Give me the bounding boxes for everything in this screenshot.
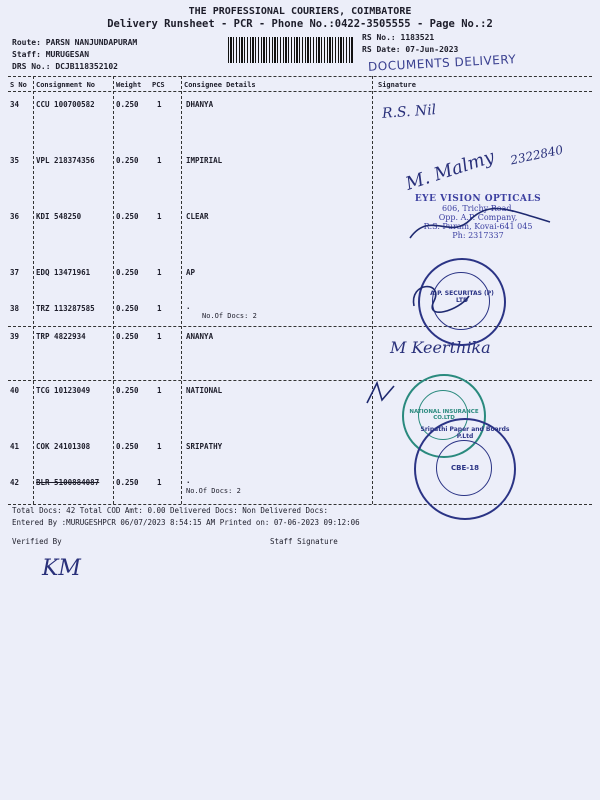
staff-signature-label: Staff Signature	[270, 537, 338, 546]
row-consignee: SRIPATHY	[186, 442, 223, 451]
col-consignment: Consignment No	[36, 81, 96, 89]
row-pcs: 1	[157, 478, 162, 487]
company-title: THE PROFESSIONAL COURIERS, COIMBATORE	[188, 6, 412, 17]
row-pcs: 1	[157, 156, 162, 165]
row-weight: 0.250	[116, 332, 139, 341]
stamp-code: CBE-18	[451, 464, 479, 472]
row-sno: 36	[10, 212, 20, 221]
row-pcs: 1	[157, 332, 162, 341]
col-signature: Signature	[378, 81, 416, 89]
row-consignment: TCG 10123049	[36, 386, 91, 395]
stamp-line: 606, Trichy Road,	[441, 204, 515, 213]
column-rule	[181, 76, 182, 504]
rs-date: RS Date: 07-Jun-2023	[362, 45, 459, 54]
totals-line: Total Docs: 42 Total COD Amt: 0.00 Delivered Docs: Non Delivered Docs:	[12, 506, 329, 515]
signature-35: M. Malmy	[403, 146, 498, 195]
barcode	[228, 37, 354, 63]
stamp-line: Opp. A.P. Company,	[438, 213, 518, 222]
row-consignment: VPL 218374356	[36, 156, 95, 165]
row-rule	[8, 380, 592, 381]
row-consignee: .	[186, 302, 191, 311]
row-consignment: CCU 100700582	[36, 100, 95, 109]
table-bottom-rule	[8, 504, 592, 505]
row-pcs: 1	[157, 268, 162, 277]
column-rule	[372, 76, 373, 504]
row-sno: 42	[10, 478, 20, 487]
col-consignee: Consignee Details	[184, 81, 256, 89]
col-pcs: PCS	[152, 81, 165, 89]
row-sno: 34	[10, 100, 20, 109]
col-weight: Weight	[116, 81, 142, 89]
row-pcs: 1	[157, 442, 162, 451]
row-pcs: 1	[157, 386, 162, 395]
scribble-36	[400, 190, 560, 250]
row-weight: 0.250	[116, 100, 139, 109]
rs-number: RS No.: 1183521	[362, 33, 435, 42]
scribble-37	[404, 276, 474, 316]
row-consignee: AP	[186, 268, 196, 277]
row-pcs: 1	[157, 212, 162, 221]
verified-by-label: Verified By	[12, 537, 62, 546]
stamp-phone: Ph: 2317337	[452, 231, 504, 240]
verified-signature: KM	[42, 556, 81, 581]
row-consignee: ANANYA	[186, 332, 214, 341]
stamp-text: NATIONAL INSURANCE CO.LTD	[409, 409, 479, 421]
row-docs-count: No.Of Docs: 2	[202, 312, 257, 320]
row-weight: 0.250	[116, 442, 139, 451]
row-consignee: CLEAR	[186, 212, 209, 221]
row-consignee: DHANYA	[186, 100, 214, 109]
row-rule	[8, 326, 592, 327]
stamp-name: EYE VISION OPTICALS	[414, 194, 542, 204]
header-rule	[8, 91, 592, 92]
column-rule	[113, 76, 114, 504]
stamp-text: Sripathi Paper and Boards P.Ltd	[420, 426, 510, 440]
sripathi-stamp	[414, 418, 516, 520]
table-top-rule	[8, 76, 592, 77]
row-docs-count: No.Of Docs: 2	[186, 487, 241, 495]
row-consignment: TRZ 113287585	[36, 304, 95, 313]
column-rule	[33, 76, 34, 504]
row-weight: 0.250	[116, 386, 139, 395]
row-consignment: BLR 5100884087	[36, 478, 100, 487]
staff-label: Staff: MURUGESAN	[12, 50, 90, 59]
row-consignment: EDQ 13471961	[36, 268, 91, 277]
drs-number: DRS No.: DCJB118352102	[12, 62, 118, 71]
route-label: Route: PARSN NANJUNDAPURAM	[12, 38, 138, 47]
row-consignee: .	[186, 476, 191, 485]
row-consignee: NATIONAL	[186, 386, 223, 395]
documents-delivery-stamp: DOCUMENTS DELIVERY	[367, 52, 517, 74]
row-weight: 0.250	[116, 478, 139, 487]
signature-34: R.S. Nil	[381, 102, 437, 122]
row-sno: 39	[10, 332, 20, 341]
row-consignment: TRP 4822934	[36, 332, 86, 341]
row-pcs: 1	[157, 304, 162, 313]
col-sno: S No	[10, 81, 27, 89]
stamp-line: R.S. Puram, Kovai-641 045	[423, 222, 533, 231]
row-consignee: IMPIRIAL	[186, 156, 223, 165]
row-sno: 35	[10, 156, 20, 165]
row-weight: 0.250	[116, 268, 139, 277]
row-weight: 0.250	[116, 156, 139, 165]
row-sno: 38	[10, 304, 20, 313]
runsheet-subtitle: Delivery Runsheet - PCR - Phone No.:0422-3505555 - Page No.:2	[107, 18, 493, 30]
row-sno: 40	[10, 386, 20, 395]
row-consignment: COK 24101308	[36, 442, 91, 451]
stamp-text: A.P. SECURITAS (P) LTD	[430, 290, 494, 304]
row-consignment: KDI 548250	[36, 212, 82, 221]
row-weight: 0.250	[116, 212, 139, 221]
signature-35-number: 2322840	[509, 142, 565, 168]
row-sno: 41	[10, 442, 20, 451]
row-weight: 0.250	[116, 304, 139, 313]
scribble-40	[362, 378, 402, 408]
entered-by-line: Entered By :MURUGESHPCR 06/07/2023 8:54:15 AM Printed on: 07-06-2023 09:12:06	[12, 518, 360, 527]
row-pcs: 1	[157, 100, 162, 109]
signature-39: M Keerthika	[390, 338, 491, 357]
row-sno: 37	[10, 268, 20, 277]
